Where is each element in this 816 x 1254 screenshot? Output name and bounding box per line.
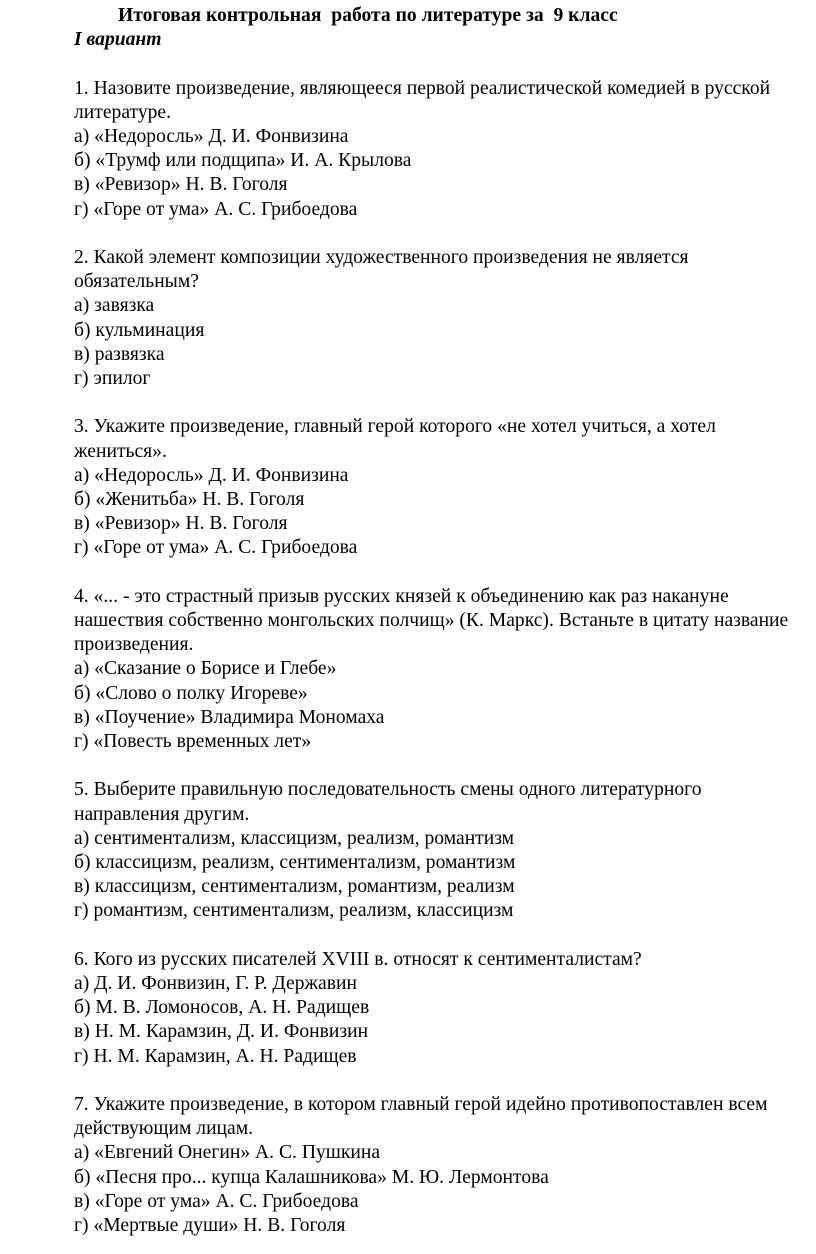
answer-option-letter: в) [74, 174, 90, 196]
answer-option-letter: г) [74, 537, 89, 559]
answer-option-letter: б) [74, 997, 91, 1019]
answer-option-letter: в) [74, 876, 90, 898]
answer-option-letter: в) [74, 1190, 90, 1212]
answer-option [74, 1020, 794, 1044]
answer-option [74, 488, 794, 512]
answer-option-text: Н. М. Карамзин, А. Н. Радищев [93, 1045, 357, 1067]
answer-option [74, 319, 794, 343]
answer-option [74, 1214, 794, 1238]
answer-option-text: «Недоросль» Д. И. Фонвизина [94, 464, 349, 486]
answer-option-text: классицизм, сентиментализм, романтизм, реализм [94, 876, 515, 898]
answer-option [74, 996, 794, 1020]
answer-option-text: классицизм, реализм, сентиментализм, романтизм [95, 852, 516, 874]
answer-option-letter: б) [74, 1166, 91, 1188]
answer-option [74, 875, 794, 899]
answer-option-text: Н. М. Карамзин, Д. И. Фонвизин [94, 1021, 369, 1043]
answer-option-text: развязка [94, 343, 165, 365]
page-title: Итоговая контрольная работа по литературе за 9 класс [118, 5, 618, 26]
answer-option-letter: г) [74, 368, 89, 390]
answer-option-text: М. В. Ломоносов, А. Н. Радищев [95, 997, 370, 1019]
answer-option-text: «Трумф или подщипа» И. А. Крылова [95, 150, 412, 172]
answer-option-letter: б) [74, 852, 91, 874]
answer-option [74, 367, 794, 391]
answer-option-text: «Евгений Онегин» А. С. Пушкина [94, 1142, 381, 1164]
answer-option-letter: б) [74, 319, 91, 341]
answer-option-letter: б) [74, 682, 91, 704]
answer-option-text: Д. И. Фонвизин, Г. Р. Державин [94, 973, 357, 995]
answer-option-text: «Слово о полку Игореве» [95, 682, 308, 704]
question-block [74, 246, 794, 391]
answer-option-text: «Горе от ума» А. С. Грибоедова [94, 1190, 359, 1212]
answer-option-text: «Сказание о Борисе и Глебе» [94, 658, 337, 680]
question-text: 2. Какой элемент композиции художественного произведения не является обязательным? [74, 247, 689, 293]
answer-option-text: «Ревизор» Н. В. Гоголя [94, 174, 288, 196]
answer-option [74, 512, 794, 536]
question-text: 7. Укажите произведение, в котором главный герой идейно противопоставлен всем действующим лицам. [74, 1094, 768, 1140]
question-text: 6. Кого из русских писателей XVIII в. относят к сентименталистам? [74, 948, 642, 970]
answer-option-letter: а) [74, 126, 90, 147]
answer-option [74, 536, 794, 560]
answer-option-letter: в) [74, 343, 90, 365]
answer-option-text: завязка [94, 295, 155, 317]
answer-option [74, 198, 794, 222]
answer-option [74, 657, 794, 681]
answer-option [74, 899, 794, 923]
question-block [74, 77, 794, 222]
answer-option [74, 1141, 794, 1165]
answer-option-letter: г) [74, 1045, 89, 1067]
answer-option-text: «Горе от ума» А. С. Грибоедова [93, 198, 358, 220]
answer-option [74, 294, 794, 318]
question-text: 4. «... - это страстный призыв русских князей к объединению как раз накануне нашествия собственно монгольских полчищ» (К. Маркс). Встаньте в цитату название произведения. [74, 585, 789, 656]
answer-option [74, 1190, 794, 1214]
answer-option-letter: г) [74, 731, 89, 753]
answer-option-text: «Поучение» Владимира Мономаха [94, 706, 385, 728]
answer-option-letter: а) [74, 658, 90, 680]
answer-option [74, 851, 794, 875]
answer-option-letter: а) [74, 1142, 90, 1164]
answer-option [74, 125, 794, 149]
answer-option [74, 1045, 794, 1069]
answer-option-letter: г) [74, 900, 89, 922]
answer-option-text: «Женитьба» Н. В. Гоголя [95, 489, 305, 511]
answer-option [74, 827, 794, 851]
question-list [74, 77, 794, 1239]
question-text: 3. Укажите произведение, главный герой которого «не хотел учиться, а хотел жениться». [74, 416, 716, 462]
answer-option-text: «Ревизор» Н. В. Гоголя [94, 513, 288, 535]
answer-option [74, 682, 794, 706]
question-text: 5. Выберите правильную последовательность смены одного литературного направления другим. [74, 779, 702, 825]
answer-option [74, 464, 794, 488]
question-block [74, 948, 794, 1069]
question-block [74, 415, 794, 560]
answer-option-text: эпилог [93, 368, 151, 390]
answer-option-text: «Недоросль» Д. И. Фонвизина [94, 126, 349, 147]
answer-option-letter: а) [74, 295, 90, 317]
answer-option [74, 343, 794, 367]
question-block [74, 778, 794, 923]
document-page [74, 4, 794, 1238]
answer-option [74, 972, 794, 996]
answer-option-letter: б) [74, 489, 91, 511]
answer-option [74, 149, 794, 173]
answer-option-text: кульминация [95, 319, 205, 341]
answer-option-text: «Мертвые души» Н. В. Гоголя [93, 1215, 346, 1237]
answer-option-text: «Повесть временных лет» [93, 731, 312, 753]
answer-option-letter: а) [74, 464, 90, 486]
variant-label: I вариант [74, 29, 162, 51]
answer-option-text: «Горе от ума» А. С. Грибоедова [93, 537, 358, 559]
answer-option [74, 173, 794, 197]
answer-option-letter: в) [74, 1021, 90, 1043]
answer-option [74, 1166, 794, 1190]
answer-option-letter: г) [74, 198, 89, 220]
answer-option-letter: а) [74, 973, 90, 995]
answer-option-text: «Песня про... купца Калашникова» М. Ю. Лермонтова [95, 1166, 549, 1188]
answer-option-letter: г) [74, 1215, 89, 1237]
question-block [74, 1093, 794, 1238]
answer-option-text: сентиментализм, классицизм, реализм, романтизм [94, 827, 515, 849]
answer-option [74, 730, 794, 754]
answer-option-letter: б) [74, 150, 91, 172]
answer-option-letter: а) [74, 827, 90, 849]
answer-option-text: романтизм, сентиментализм, реализм, классицизм [93, 900, 514, 922]
answer-option-letter: в) [74, 706, 90, 728]
answer-option-letter: в) [74, 513, 90, 535]
answer-option [74, 706, 794, 730]
question-text: 1. Назовите произведение, являющееся первой реалистической комедией в русской литературе. [74, 77, 771, 123]
question-block [74, 585, 794, 754]
